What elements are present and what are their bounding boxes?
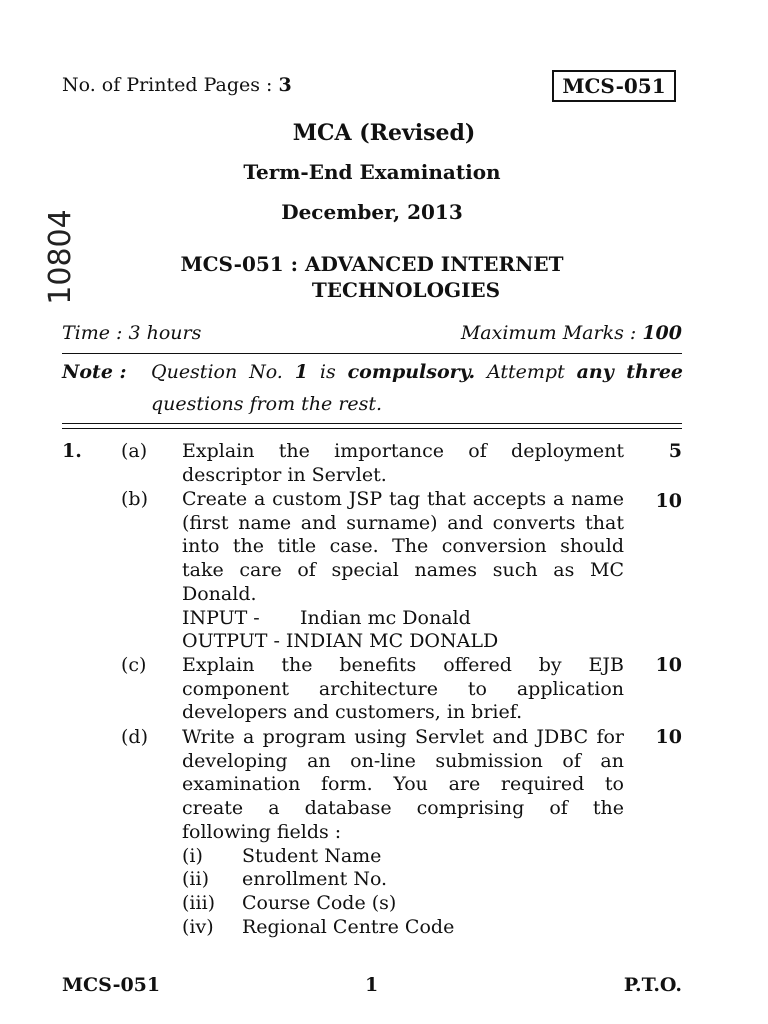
- input-label: INPUT -: [182, 606, 260, 629]
- output-example: [182, 630, 624, 654]
- note-text: Question No.: [151, 361, 283, 383]
- part-b-body: [182, 488, 624, 654]
- paper-code-box: MCS-051: [552, 70, 676, 102]
- divider-double-b: [62, 428, 682, 429]
- time-allowed: [62, 322, 201, 344]
- footer-paper-code: MCS-051: [62, 974, 161, 996]
- divider-top: [62, 353, 682, 354]
- printed-pages-label: No. of Printed Pages :: [62, 74, 273, 96]
- part-d-marks: 10: [655, 726, 682, 748]
- part-c-line: developers and customers, in brief.: [182, 701, 523, 724]
- time-value: 3 hours: [128, 322, 202, 344]
- printed-pages-line: [62, 74, 292, 96]
- part-d-body: [182, 726, 624, 939]
- part-c-body: [182, 654, 624, 725]
- exam-type: Term-End Examination: [243, 160, 501, 184]
- note-any-three: any three: [576, 361, 684, 383]
- footer-pto: P.T.O.: [623, 974, 682, 996]
- part-a-marks: 5: [668, 440, 682, 462]
- part-c-marks: 10: [655, 654, 682, 676]
- input-example: [182, 607, 624, 631]
- part-d-line: Write a program using Servlet and JDBC for: [182, 726, 624, 748]
- part-d-line: examination form. You are required to: [182, 773, 624, 796]
- part-a-line: descriptor in Servlet.: [182, 463, 387, 486]
- course-title-line1: MCS-051 : ADVANCED INTERNET: [180, 252, 564, 276]
- part-b-line: into the title case. The conversion should: [182, 535, 624, 558]
- part-b-marks: 10: [655, 490, 682, 512]
- divider-double-a: [62, 423, 682, 424]
- part-b-line: Create a custom JSP tag that accepts a name: [182, 488, 624, 510]
- field-text: Course Code (s): [242, 891, 397, 914]
- printed-pages-value: 3: [278, 74, 292, 96]
- output-value: INDIAN MC DONALD: [285, 630, 499, 653]
- part-label-a: (a): [121, 440, 148, 462]
- field-label: (iv): [182, 915, 214, 938]
- note-question-number: 1: [294, 361, 308, 383]
- marks-value: 100: [642, 322, 682, 344]
- note-text: is: [319, 361, 336, 383]
- note-text: Attempt: [487, 361, 565, 383]
- part-d-line: create a database comprising of the: [182, 797, 624, 820]
- marks-label: Maximum Marks :: [460, 322, 637, 344]
- field-text: Student Name: [242, 844, 382, 867]
- field-label: (i): [182, 844, 203, 867]
- field-text: Regional Centre Code: [242, 915, 455, 938]
- input-value: Indian mc Donald: [300, 606, 471, 629]
- note-label: Note :: [62, 361, 127, 383]
- part-d-line: following fields :: [182, 820, 342, 843]
- time-label: Time :: [62, 322, 123, 344]
- part-a-body: [182, 440, 624, 487]
- part-a-line: Explain the importance of deployment: [182, 440, 624, 462]
- course-title-line2: TECHNOLOGIES: [311, 278, 501, 302]
- field-item: [182, 845, 624, 869]
- part-c-line: Explain the benefits offered by EJB: [182, 654, 624, 676]
- question-number: 1.: [62, 440, 82, 462]
- note-line-2: questions from the rest.: [151, 393, 383, 415]
- field-label: (ii): [182, 868, 209, 891]
- part-b-line: (first name and surname) and converts that: [182, 511, 624, 534]
- part-c-line: component architecture to application: [182, 677, 624, 700]
- part-label-b: (b): [121, 488, 148, 510]
- field-label: (iii): [182, 891, 216, 914]
- field-item: [182, 916, 624, 940]
- field-text: enrollment No.: [242, 868, 388, 891]
- part-b-line: take care of special names such as MC: [182, 559, 624, 582]
- note-compulsory: compulsory.: [347, 361, 476, 383]
- field-item: [182, 892, 624, 916]
- programme-title: MCA (Revised): [292, 120, 476, 146]
- part-label-c: (c): [121, 654, 147, 676]
- part-b-line: Donald.: [182, 582, 257, 605]
- field-item: [182, 868, 624, 892]
- exam-session: December, 2013: [281, 200, 463, 224]
- part-d-line: developing an on-line submission of an: [182, 749, 624, 772]
- serial-number: 10804: [43, 209, 78, 305]
- footer-page-number: 1: [365, 974, 379, 996]
- output-label: OUTPUT -: [182, 630, 280, 653]
- maximum-marks: [461, 322, 682, 344]
- part-label-d: (d): [121, 726, 148, 748]
- note-line-1: [151, 361, 683, 383]
